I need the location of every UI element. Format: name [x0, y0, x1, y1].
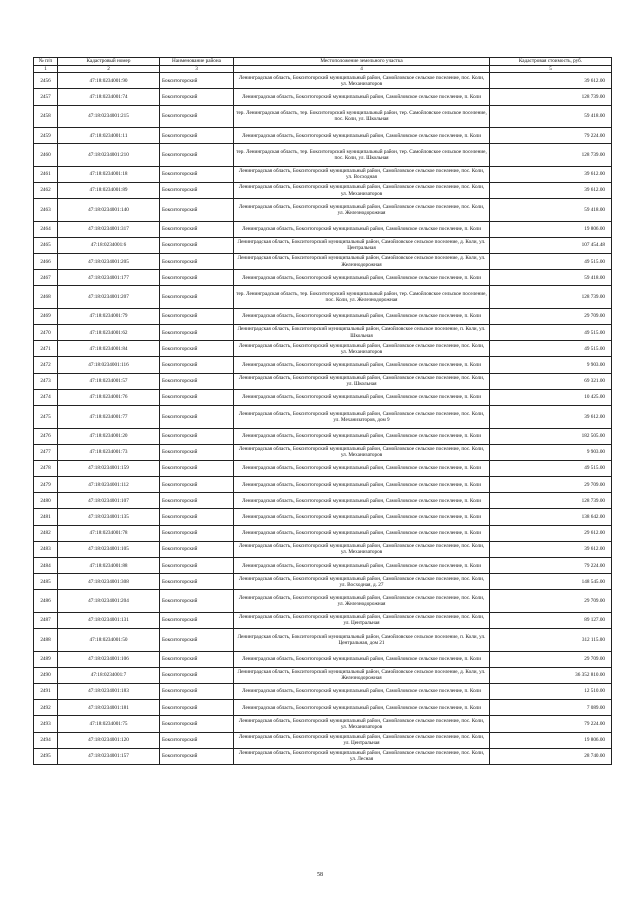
cadastral-number: 47:18:0234001:116: [58, 357, 160, 373]
table-row: [34, 683, 612, 699]
location: Ленинградская область, Бокситогорский муниципальный район, Самойловское сельское поселение, пос. Коли, ул. Механизаторов, дом 9: [234, 406, 490, 429]
location: Ленинградская область, Бокситогорский муниципальный район, Самойловское сельское поселение, п. Коли: [234, 493, 490, 509]
cadastral-value: 128 739.00: [490, 286, 612, 309]
location: Ленинградская область, Бокситогорский муниципальный район, Самойловское сельское поселение, п. Коли: [234, 308, 490, 324]
district-name: Бокситогорский: [160, 105, 234, 128]
table-row: [34, 748, 612, 764]
table-row: [34, 89, 612, 105]
table-row: [34, 509, 612, 525]
location: Ленинградская область, Бокситогорский муниципальный район, Самойловское сельское поселение, п. Коли, ул. Центральная, дом 21: [234, 629, 490, 652]
table-row: [34, 105, 612, 128]
district-name: Бокситогорский: [160, 254, 234, 270]
location: Ленинградская область, Бокситогорский муниципальный район, Самойловское сельское поселение, п. Коли: [234, 558, 490, 574]
location: Ленинградская область, Бокситогорский муниципальный район, Самойловское сельское поселение, п. Коли: [234, 509, 490, 525]
cadastral-value: 19 806.00: [490, 732, 612, 748]
location: Ленинградская область, Бокситогорский муниципальный район, Самойловское сельское поселение, п. Коли: [234, 221, 490, 237]
table-row: [34, 389, 612, 405]
cadastral-value: 148 545.00: [490, 574, 612, 590]
table-row: [34, 444, 612, 460]
row-number: 2493: [34, 716, 58, 732]
cadastral-number: 47:18:0234001:78: [58, 525, 160, 541]
district-name: Бокситогорский: [160, 199, 234, 222]
row-number: 2494: [34, 732, 58, 748]
cadastral-number: 47:18:0234001:84: [58, 341, 160, 357]
table-row: [34, 144, 612, 167]
location: Ленинградская область, Бокситогорский муниципальный район, Самойловское сельское поселение, п. Коли: [234, 389, 490, 405]
cadastral-number: 47:18:0234001:157: [58, 748, 160, 764]
cadastral-value: 59 418.00: [490, 270, 612, 286]
cadastral-number: 47:18:0234001:159: [58, 460, 160, 476]
district-name: Бокситогорский: [160, 373, 234, 389]
cadastral-value: 12 510.00: [490, 683, 612, 699]
row-number: 2477: [34, 444, 58, 460]
table-row: [34, 700, 612, 716]
cadastral-number: 47:18:0234001:88: [58, 558, 160, 574]
cadastral-value: 29 709.00: [490, 651, 612, 667]
cadastral-value: 39 612.00: [490, 541, 612, 557]
row-number: 2461: [34, 166, 58, 182]
location: Ленинградская область, Бокситогорский муниципальный район, Самойловское сельское поселение, п. Коли: [234, 128, 490, 144]
location: Ленинградская область, Бокситогорский муниципальный район, Самойловское сельское поселение, п. Коли: [234, 428, 490, 444]
location: Ленинградская область, Бокситогорский муниципальный район, Самойловское сельское поселение, пос. Коли, ул. Восходная, д. 27: [234, 574, 490, 590]
district-name: Бокситогорский: [160, 221, 234, 237]
header-cadastral-number: Кадастровый номер: [58, 58, 160, 66]
table-row: [34, 732, 612, 748]
cadastral-number: 47:18:0234001:205: [58, 254, 160, 270]
row-number: 2460: [34, 144, 58, 167]
table-row: [34, 254, 612, 270]
table-row: [34, 406, 612, 429]
row-number: 2473: [34, 373, 58, 389]
cadastral-value: 28 740.00: [490, 748, 612, 764]
cadastral-number: 47:18:0234001:89: [58, 182, 160, 198]
district-name: Бокситогорский: [160, 541, 234, 557]
table-row: [34, 525, 612, 541]
column-index: 4: [234, 66, 490, 73]
cadastral-number: 47:18:0234001:57: [58, 373, 160, 389]
cadastral-number: 47:18:0234001:207: [58, 286, 160, 309]
table-row: [34, 558, 612, 574]
location: Ленинградская область, Бокситогорский муниципальный район, Самойловское сельское поселение, п. Коли: [234, 651, 490, 667]
cadastral-value: 39 612.00: [490, 182, 612, 198]
district-name: Бокситогорский: [160, 667, 234, 683]
cadastral-number: 47:18:0234001:131: [58, 612, 160, 628]
district-name: Бокситогорский: [160, 590, 234, 613]
location: Ленинградская область, Бокситогорский муниципальный район, Самойловское сельское поселение, пос. Коли, ул. Механизаторов: [234, 444, 490, 460]
location: тер. Ленинградская область, тер. Бокситогорский муниципальный район, тер. Самойловское сельское поселение, пос. Коли, ул. Школьная: [234, 144, 490, 167]
row-number: 2459: [34, 128, 58, 144]
cadastral-value: 49 515.00: [490, 325, 612, 341]
column-index-row: [34, 66, 612, 73]
cadastral-value: 79 224.00: [490, 128, 612, 144]
district-name: Бокситогорский: [160, 73, 234, 89]
page-number: 58: [317, 872, 323, 878]
location: Ленинградская область, Бокситогорский муниципальный район, Самойловское сельское поселение, п. Коли: [234, 525, 490, 541]
location: Ленинградская область, Бокситогорский муниципальный район, Самойловское сельское поселение, пос. Коли, ул. Механизаторов: [234, 341, 490, 357]
cadastral-number: 47:18:0234001:50: [58, 629, 160, 652]
cadastral-number: 47:18:0234001:112: [58, 477, 160, 493]
cadastral-number: 47:18:0234001:77: [58, 406, 160, 429]
cadastral-value: 10 425.00: [490, 389, 612, 405]
district-name: Бокситогорский: [160, 128, 234, 144]
table-row: [34, 73, 612, 89]
cadastral-table: [33, 57, 612, 765]
table-row: [34, 270, 612, 286]
district-name: Бокситогорский: [160, 428, 234, 444]
row-number: 2481: [34, 509, 58, 525]
row-number: 2470: [34, 325, 58, 341]
cadastral-number: 47:18:0234001:11: [58, 128, 160, 144]
cadastral-value: 39 612.00: [490, 166, 612, 182]
table-row: [34, 651, 612, 667]
district-name: Бокситогорский: [160, 237, 234, 253]
cadastral-value: 79 224.00: [490, 716, 612, 732]
table-row: [34, 590, 612, 613]
header-cadastral-value: Кадастровая стоимость, руб.: [490, 58, 612, 66]
row-number: 2468: [34, 286, 58, 309]
cadastral-value: 19 806.00: [490, 221, 612, 237]
cadastral-number: 47:18:0234001:107: [58, 493, 160, 509]
cadastral-number: 47:18:0234001:181: [58, 700, 160, 716]
table-row: [34, 286, 612, 309]
district-name: Бокситогорский: [160, 558, 234, 574]
location: Ленинградская область, Бокситогорский муниципальный район, Самойловское сельское поселение, пос. Коли, ул. Железнодорожная: [234, 199, 490, 222]
table-row: [34, 541, 612, 557]
cadastral-value: 128 739.00: [490, 89, 612, 105]
row-number: 2478: [34, 460, 58, 476]
district-name: Бокситогорский: [160, 89, 234, 105]
cadastral-number: 47:18:0234001:6: [58, 237, 160, 253]
cadastral-value: 9 903.00: [490, 357, 612, 373]
table-row: [34, 341, 612, 357]
cadastral-value: 59 418.00: [490, 105, 612, 128]
cadastral-value: 9 903.00: [490, 444, 612, 460]
row-number: 2462: [34, 182, 58, 198]
location: Ленинградская область, Бокситогорский муниципальный район, Самойловское сельское поселение, п. Коли: [234, 460, 490, 476]
district-name: Бокситогорский: [160, 144, 234, 167]
header-district: Наименование района: [160, 58, 234, 66]
cadastral-number: 47:18:0234001:7: [58, 667, 160, 683]
district-name: Бокситогорский: [160, 716, 234, 732]
cadastral-value: 59 418.00: [490, 199, 612, 222]
table-row: [34, 325, 612, 341]
row-number: 2492: [34, 700, 58, 716]
cadastral-value: 182 505.00: [490, 428, 612, 444]
district-name: Бокситогорский: [160, 166, 234, 182]
row-number: 2457: [34, 89, 58, 105]
table-row: [34, 629, 612, 652]
district-name: Бокситогорский: [160, 270, 234, 286]
cadastral-value: 79 224.00: [490, 558, 612, 574]
location: Ленинградская область, Бокситогорский муниципальный район, Самойловское сельское поселение, пос. Коли, ул. Механизаторов: [234, 541, 490, 557]
location: Ленинградская область, Бокситогорский муниципальный район, Самойловское сельское поселение, пос. Коли, ул. Механизаторов: [234, 716, 490, 732]
table-row: [34, 477, 612, 493]
location: Ленинградская область, Бокситогорский муниципальный район, Самойловское сельское поселение, п. Коли: [234, 270, 490, 286]
row-number: 2464: [34, 221, 58, 237]
cadastral-number: 47:18:0234001:90: [58, 73, 160, 89]
location: Ленинградская область, Бокситогорский муниципальный район, Самойловское сельское поселение, п. Коли: [234, 700, 490, 716]
district-name: Бокситогорский: [160, 700, 234, 716]
cadastral-value: 39 612.00: [490, 406, 612, 429]
district-name: Бокситогорский: [160, 341, 234, 357]
cadastral-number: 47:18:0234001:135: [58, 509, 160, 525]
location: Ленинградская область, Бокситогорский муниципальный район, Самойловское сельское поселение, пос. Коли, ул. Механизаторов: [234, 182, 490, 198]
column-index: 2: [58, 66, 160, 73]
row-number: 2488: [34, 629, 58, 652]
district-name: Бокситогорский: [160, 651, 234, 667]
row-number: 2458: [34, 105, 58, 128]
cadastral-number: 47:18:0234001:120: [58, 732, 160, 748]
cadastral-value: 128 739.00: [490, 493, 612, 509]
cadastral-value: 128 739.00: [490, 144, 612, 167]
table-row: [34, 221, 612, 237]
district-name: Бокситогорский: [160, 444, 234, 460]
location: Ленинградская область, Бокситогорский муниципальный район, Самойловское сельское поселение, пос. Коли, ул. Механизаторов: [234, 73, 490, 89]
district-name: Бокситогорский: [160, 574, 234, 590]
location: Ленинградская область, Бокситогорский муниципальный район, Самойловское сельское поселение, п. Коли: [234, 683, 490, 699]
cadastral-value: 312 115.00: [490, 629, 612, 652]
location: тер. Ленинградская область, тер. Бокситогорский муниципальный район, тер. Самойловское сельское поселение, пос. Коли, ул. Железнодорожная: [234, 286, 490, 309]
location: Ленинградская область, Бокситогорский муниципальный район, Самойловское сельское поселение, п. Коли: [234, 89, 490, 105]
cadastral-number: 47:18:0234001:317: [58, 221, 160, 237]
table-row: [34, 612, 612, 628]
row-number: 2467: [34, 270, 58, 286]
district-name: Бокситогорский: [160, 460, 234, 476]
row-number: 2465: [34, 237, 58, 253]
table-row: [34, 667, 612, 683]
cadastral-number: 47:18:0234001:105: [58, 541, 160, 557]
row-number: 2485: [34, 574, 58, 590]
row-number: 2456: [34, 73, 58, 89]
cadastral-value: 39 612.00: [490, 73, 612, 89]
cadastral-value: 89 127.00: [490, 612, 612, 628]
row-number: 2475: [34, 406, 58, 429]
location: Ленинградская область, Бокситогорский муниципальный район, Самойловское сельское поселение, пос. Коли, ул. Лесная: [234, 748, 490, 764]
row-number: 2490: [34, 667, 58, 683]
row-number: 2474: [34, 389, 58, 405]
table-row: [34, 182, 612, 198]
location: Ленинградская область, Бокситогорский муниципальный район, Самойловское сельское поселение, пос. Коли, ул. Центральная: [234, 732, 490, 748]
table-row: [34, 373, 612, 389]
row-number: 2489: [34, 651, 58, 667]
cadastral-value: 107 454.48: [490, 237, 612, 253]
cadastral-number: 47:18:0234001:106: [58, 651, 160, 667]
cadastral-number: 47:18:0234001:308: [58, 574, 160, 590]
row-number: 2469: [34, 308, 58, 324]
cadastral-number: 47:18:0234001:140: [58, 199, 160, 222]
location: Ленинградская область, Бокситогорский муниципальный район, Самойловское сельское поселение, пос. Коли, ул. Железнодорожная: [234, 590, 490, 613]
table-row: [34, 460, 612, 476]
row-number: 2483: [34, 541, 58, 557]
table-row: [34, 574, 612, 590]
cadastral-value: 29 612.00: [490, 525, 612, 541]
district-name: Бокситогорский: [160, 325, 234, 341]
cadastral-number: 47:18:0234001:204: [58, 590, 160, 613]
document-page: [33, 57, 611, 765]
row-number: 2463: [34, 199, 58, 222]
row-number: 2471: [34, 341, 58, 357]
row-number: 2487: [34, 612, 58, 628]
row-number: 2466: [34, 254, 58, 270]
cadastral-number: 47:18:0234001:76: [58, 389, 160, 405]
header-number: № п/п: [34, 58, 58, 66]
cadastral-number: 47:18:0234001:18: [58, 166, 160, 182]
cadastral-number: 47:18:0234001:20: [58, 428, 160, 444]
table-row: [34, 357, 612, 373]
header-location: Местоположение земельного участка: [234, 58, 490, 66]
district-name: Бокситогорский: [160, 732, 234, 748]
cadastral-value: 49 515.00: [490, 254, 612, 270]
district-name: Бокситогорский: [160, 182, 234, 198]
district-name: Бокситогорский: [160, 406, 234, 429]
row-number: 2495: [34, 748, 58, 764]
district-name: Бокситогорский: [160, 629, 234, 652]
cadastral-value: 29 709.00: [490, 308, 612, 324]
location: Ленинградская область, Бокситогорский муниципальный район, Самойловское сельское поселение, д. Коли, ул. Железнодорожная: [234, 667, 490, 683]
cadastral-number: 47:18:0234001:79: [58, 308, 160, 324]
district-name: Бокситогорский: [160, 477, 234, 493]
column-index: 1: [34, 66, 58, 73]
district-name: Бокситогорский: [160, 612, 234, 628]
location: Ленинградская область, Бокситогорский муниципальный район, Самойловское сельское поселение, д. Коли, ул. Центральная: [234, 237, 490, 253]
column-index: 5: [490, 66, 612, 73]
district-name: Бокситогорский: [160, 748, 234, 764]
district-name: Бокситогорский: [160, 509, 234, 525]
location: Ленинградская область, Бокситогорский муниципальный район, Самойловское сельское поселение, пос. Коли, ул. Центральная: [234, 612, 490, 628]
location: тер. Ленинградская область, тер. Бокситогорский муниципальный район, тер. Самойловское сельское поселение, пос. Коли, ул. Школьная: [234, 105, 490, 128]
cadastral-number: 47:18:0234001:183: [58, 683, 160, 699]
row-number: 2484: [34, 558, 58, 574]
table-row: [34, 237, 612, 253]
location: Ленинградская область, Бокситогорский муниципальный район, Самойловское сельское поселение, п. Коли: [234, 477, 490, 493]
table-body: [34, 73, 612, 765]
district-name: Бокситогорский: [160, 357, 234, 373]
district-name: Бокситогорский: [160, 389, 234, 405]
cadastral-value: 29 709.00: [490, 477, 612, 493]
header-row: [34, 58, 612, 66]
cadastral-number: 47:18:0234001:73: [58, 444, 160, 460]
cadastral-number: 47:18:0234001:215: [58, 105, 160, 128]
table-row: [34, 428, 612, 444]
row-number: 2486: [34, 590, 58, 613]
row-number: 2491: [34, 683, 58, 699]
cadastral-number: 47:18:0234001:210: [58, 144, 160, 167]
table-row: [34, 128, 612, 144]
district-name: Бокситогорский: [160, 525, 234, 541]
table-row: [34, 199, 612, 222]
district-name: Бокситогорский: [160, 286, 234, 309]
cadastral-number: 47:18:0234001:75: [58, 716, 160, 732]
location: Ленинградская область, Бокситогорский муниципальный район, Самойловское сельское поселение, д. Коли, ул. Железнодорожная: [234, 254, 490, 270]
table-row: [34, 166, 612, 182]
cadastral-value: 138 642.00: [490, 509, 612, 525]
cadastral-number: 47:18:0234001:74: [58, 89, 160, 105]
table-row: [34, 716, 612, 732]
location: Ленинградская область, Бокситогорский муниципальный район, Самойловское сельское поселение, п. Коли, ул. Школьная: [234, 325, 490, 341]
cadastral-number: 47:18:0234001:62: [58, 325, 160, 341]
cadastral-value: 69 321.00: [490, 373, 612, 389]
cadastral-value: 36 352 810.00: [490, 667, 612, 683]
cadastral-value: 49 515.00: [490, 460, 612, 476]
row-number: 2482: [34, 525, 58, 541]
row-number: 2472: [34, 357, 58, 373]
cadastral-value: 29 709.00: [490, 590, 612, 613]
table-row: [34, 493, 612, 509]
location: Ленинградская область, Бокситогорский муниципальный район, Самойловское сельское поселение, пос. Коли, ул. Восходная: [234, 166, 490, 182]
table-row: [34, 308, 612, 324]
row-number: 2476: [34, 428, 58, 444]
cadastral-value: 7 089.00: [490, 700, 612, 716]
district-name: Бокситогорский: [160, 308, 234, 324]
cadastral-value: 49 515.00: [490, 341, 612, 357]
row-number: 2480: [34, 493, 58, 509]
column-index: 3: [160, 66, 234, 73]
district-name: Бокситогорский: [160, 493, 234, 509]
location: Ленинградская область, Бокситогорский муниципальный район, Самойловское сельское поселение, п. Коли: [234, 357, 490, 373]
location: Ленинградская область, Бокситогорский муниципальный район, Самойловское сельское поселение, пос. Коли, ул. Школьная: [234, 373, 490, 389]
district-name: Бокситогорский: [160, 683, 234, 699]
row-number: 2479: [34, 477, 58, 493]
cadastral-number: 47:18:0234001:177: [58, 270, 160, 286]
